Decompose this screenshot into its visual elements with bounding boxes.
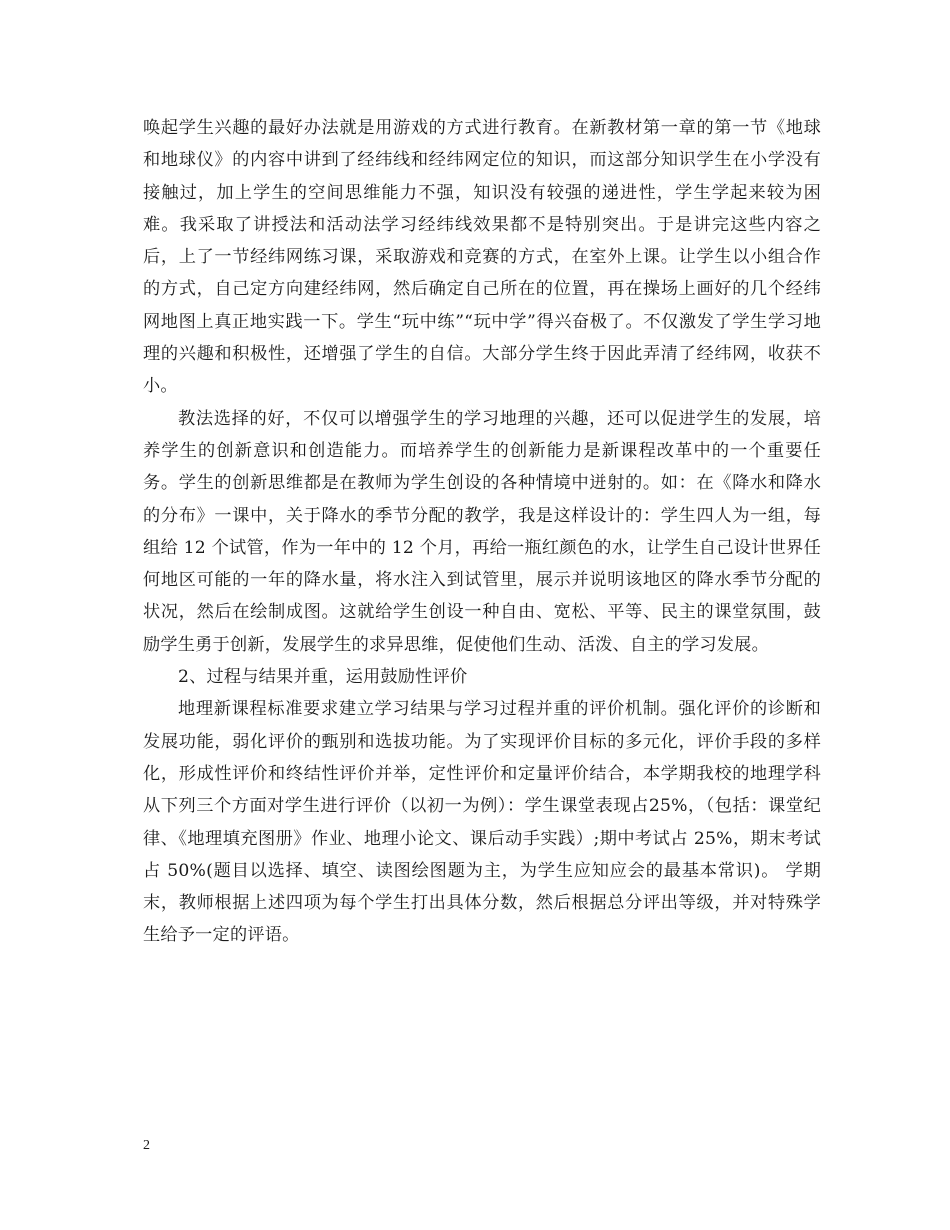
page-number: 2 [143,1138,150,1153]
paragraph-teaching-method: 教法选择的好，不仅可以增强学生的学习地理的兴趣，还可以促进学生的发展，培养学生的创新意识和创造能力。而培养学生的创新能力是新课程改革中的一个重要任务。学生的创新思维都是在教师为学生创设的各种情境中迸射的。如：在《降水和降水的分布》一课中，关于降水的季节分配的教学，我是这样设计的：学生四人为一组，每组给 12 个试管，作为一年中的 12 个月，再给一瓶红颜色的水，让学生自己设计世界任何地区可能的一年的降水量，将水注入到试管里，展示并说明该地区的降水季节分配的状况，然后在绘制成图。这就给学生创设一种自由、宽松、平等、民主的课堂氛围，鼓励学生勇于创新，发展学生的求异思维，促使他们生动、活泼、自主的学习发展。 [143,408,821,655]
paragraph-game-teaching: 唤起学生兴趣的最好办法就是用游戏的方式进行教育。在新教材第一章的第一节《地球和地球仪》的内容中讲到了经纬线和经纬网定位的知识，而这部分知识学生在小学没有接触过，加上学生的空间思维能力不强，知识没有较强的递进性，学生学起来较为困难。我采取了讲授法和活动法学习经纬线效果都不是特别突出。于是讲完这些内容之后，上了一节经纬网练习课，采取游戏和竞赛的方式，在室外上课。让学生以小组合作的方式，自己定方向建经纬网，然后确定自己所在的位置，再在操场上画好的几个经纬网地图上真正地实践一下。学生“玩中练”“玩中学”得兴奋极了。不仅激发了学生学习地理的兴趣和积极性，还增强了学生的自信。大部分学生终于因此弄清了经纬网，收获不小。 [143,118,821,397]
paragraph-evaluation-mechanism: 地理新课程标准要求建立学习结果与学习过程并重的评价机制。强化评价的诊断和发展功能，弱化评价的甄别和选拔功能。为了实现评价目标的多元化，评价手段的多样化，形成性评价和终结性评价并举，定性评价和定量评价结合，本学期我校的地理学科从下列三个方面对学生进行评价（以初一为例）：学生课堂表现占25%，（包括：课堂纪律、《地理填充图册》作业、地理小论文、课后动手实践）;期中考试占 25%，期末考试占 50%(题目以选择、填空、读图绘图题为主，为学生应知应会的最基本常识)。 学期末，教师根据上述四项为每个学生打出具体分数，然后根据总分评出等级，并对特殊学生给予一定的评语。 [143,699,821,946]
section-heading-evaluation: 2、过程与结果并重，运用鼓励性评价 [178,667,468,688]
document-body [143,112,821,952]
